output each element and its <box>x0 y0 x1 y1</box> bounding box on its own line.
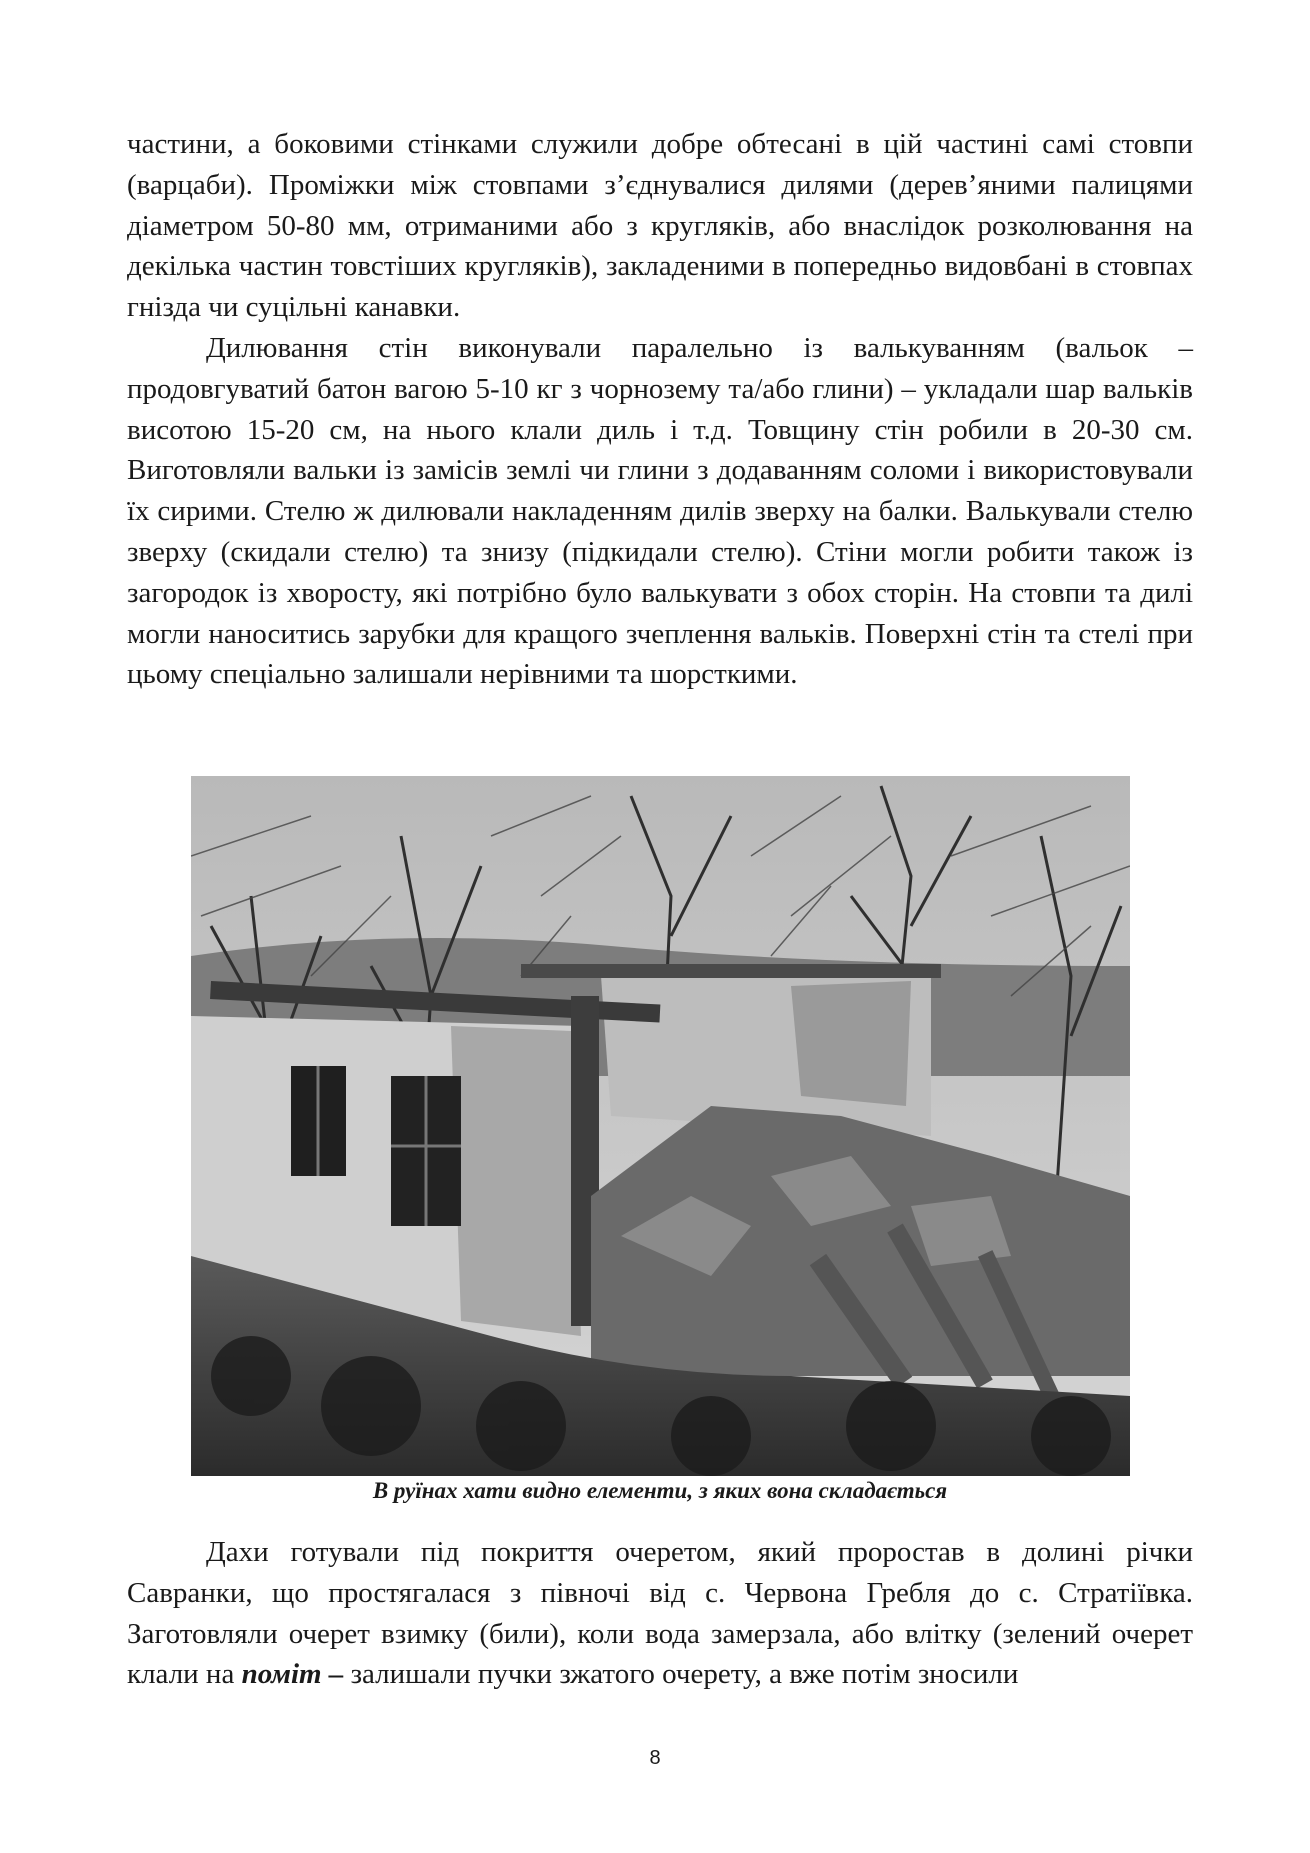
page-number: 8 <box>649 1747 661 1769</box>
paragraph-roofing <box>127 1532 1193 1695</box>
photo-caption: В руїнах хати видно елементи, з яких вона складається <box>372 1478 948 1503</box>
ruined-house-photo <box>191 776 1130 1476</box>
roofing-text: Дахи готували під покриття очеретом, який проростав в долині річки Савранки, що простягалася з півночі від с. Червона Гребля до с. Стратіївка. Заготовляли очерет взимку (били), коли вода замерзала, або влітку (зелений очерет клали на <box>127 1536 1193 1691</box>
paragraph-wall-construction: Дилювання стін виконували паралельно із валькуванням (вальок – продовгуватий батон вагою 5-10 кг з чорнозему та/або глини) – укладали шар вальків висотою 15-20 см, на нього клали диль і т.д. Товщину стін робили в 20-30 см. Виготовляли вальки із замісів землі чи глини з додаванням соломи і використовували їх сирими. Стелю ж дилювали накладенням дилів зверху на балки. Валькували стелю зверху (скидали стелю) та знизу (підкидали стелю). Стіни могли робити також із загородок із хворосту, які потрібно було валькувати з обох сторін. На стовпи та дилі могли наноситись зарубки для кращого зчеплення вальків. Поверхні стін та стелі при цьому спеціально залишали нерівними та шорсткими. <box>127 331 1193 691</box>
term-pomit: поміт – <box>241 1658 344 1691</box>
body-text-top <box>127 124 1193 695</box>
paragraph-continuation: частини, а боковими стінками служили добре обтесані в цій частині самі стовпи (варцаби). Проміжки між стовпами з’єднувалися дилями (дерев’яними палицями діаметром 50-80 мм, отриманими або з кругляків, або внаслідок розколювання на декілька частин товстіших кругляків), закладеними в попередньо видовбані в стовпах гнізда чи суцільні канавки. <box>127 128 1193 324</box>
roofing-text-continued: залишали пучки зжатого очерету, а вже потім зносили <box>343 1658 1019 1691</box>
body-text-bottom <box>127 1532 1193 1695</box>
